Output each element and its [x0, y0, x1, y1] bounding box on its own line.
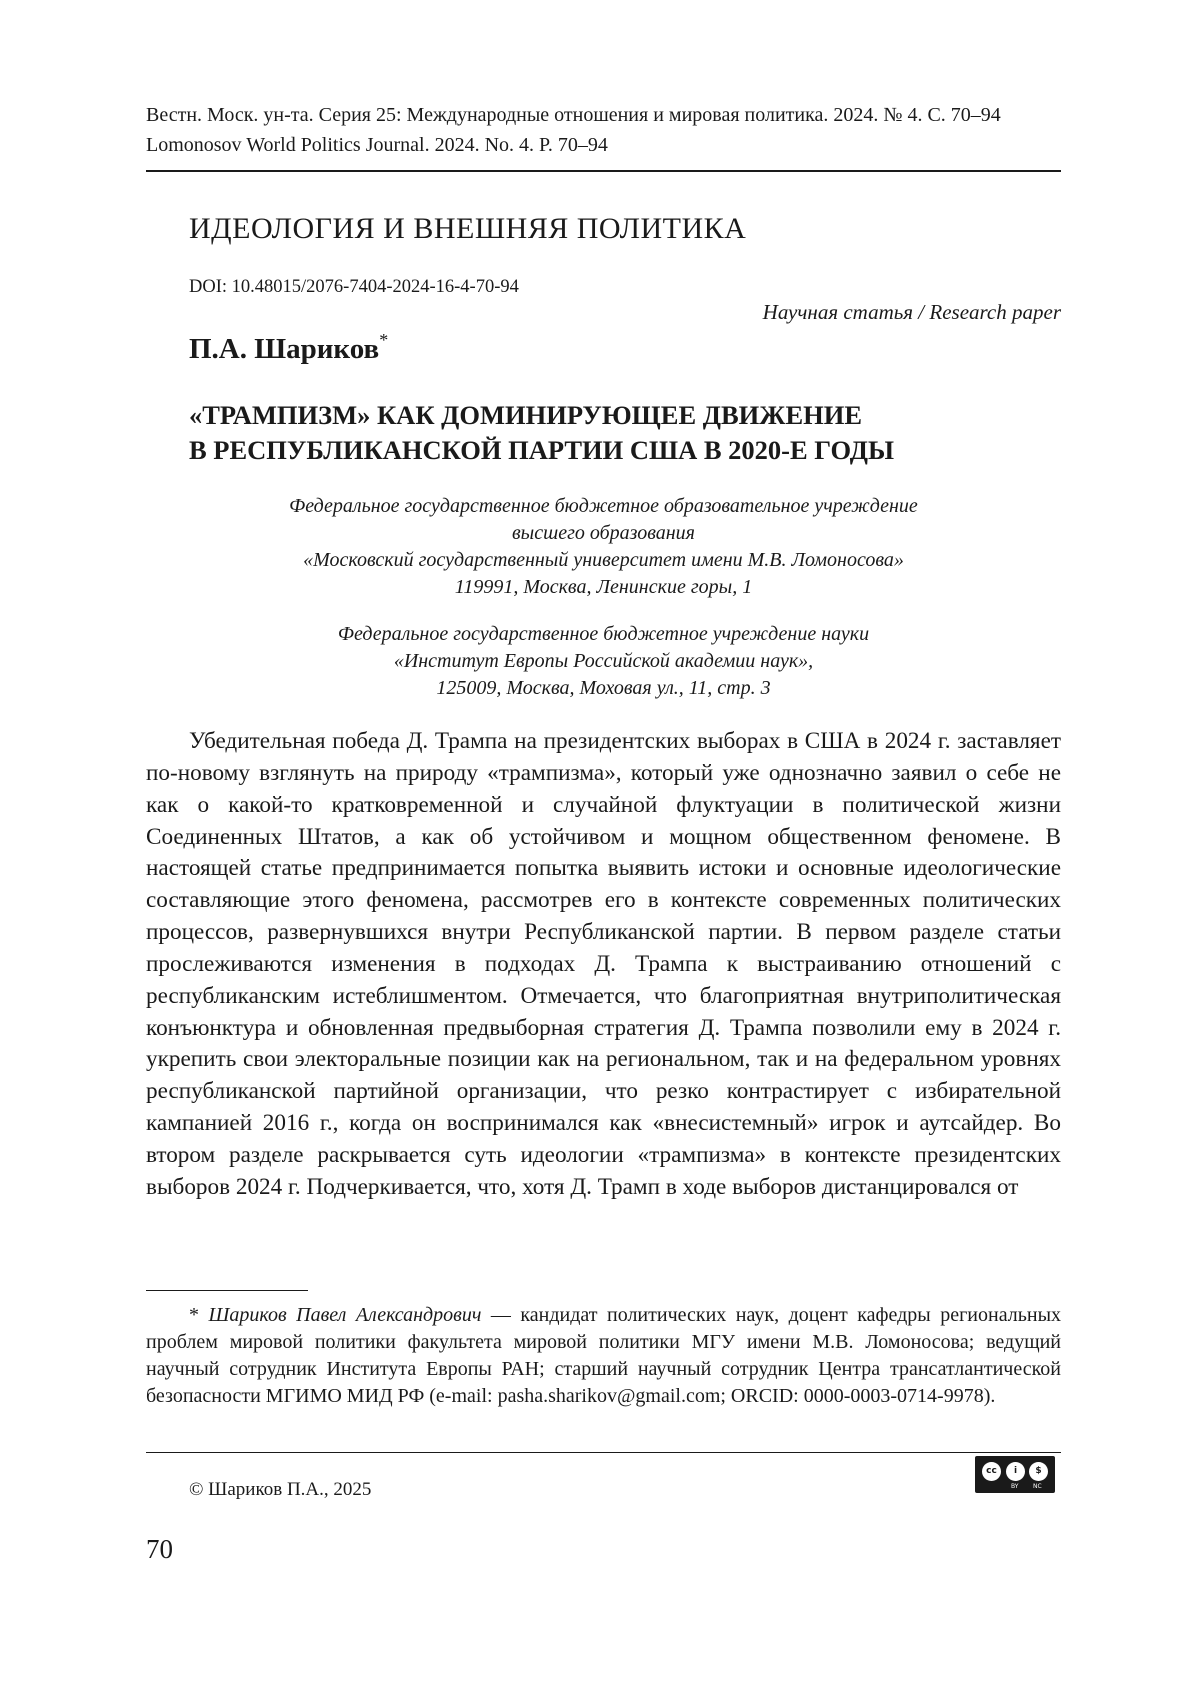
affiliation-msu	[146, 493, 1061, 601]
article-type: Научная статья / Research paper	[762, 300, 1061, 324]
license-tag-nc: NC	[1033, 1483, 1042, 1490]
abstract-paragraph: Убедительная победа Д. Трампа на президентских выборах в США в 2024 г. заставляет по-новому взглянуть на природу «трампизма», который уже однозначно заявил о себе не как о какой-то кратковременной и случайной флуктуации в политической жизни Соединенных Штатов, а как об устойчивом и мощном общественном феномене. В настоящей статье предпринимается попытка выявить истоки и основные идеологические составляющие этого феномена, рассмотрев его в контексте современных политических процессов, развернувшихся внутри Республиканской партии. В первом разделе статьи прослеживаются изменения в подходах Д. Трампа к выстраиванию отношений с республиканским истеблишментом. Отмечается, что благоприятная внутриполитическая конъюнктура и обновленная предвыборная стратегия Д. Трампа позволили ему в 2024 г. укрепить свои электоральные позиции как на региональном, так и на федеральном уровнях республиканской партийной организации, что резко контрастирует с избирательной кампанией 2016 г., когда он воспринимался как «внесистемный» игрок и аутсайдер. Во втором разделе раскрывается суть идеологии «трампизма» в контексте президентских выборов 2024 г. Подчеркивается, что, хотя Д. Трамп в ходе выборов дистанцировался от	[146, 728, 1061, 1200]
doi: DOI: 10.48015/2076-7404-2024-16-4-70-94	[189, 277, 519, 297]
attribution-icon: i	[1006, 1462, 1025, 1481]
author-line	[189, 330, 388, 366]
affiliation-line: 125009, Москва, Моховая ул., 11, стр. 3	[436, 677, 771, 699]
affiliation-line: высшего образования	[512, 522, 695, 544]
affiliation-line: «Институт Европы Российской академии наук»,	[393, 650, 814, 672]
cc-symbol: cc	[982, 1462, 1001, 1481]
affiliation-line: «Московский государственный университет имени М.В. Ломоносова»	[303, 549, 904, 571]
copyright-rule	[146, 1452, 1061, 1453]
section-rubric: ИДЕОЛОГИЯ И ВНЕШНЯЯ ПОЛИТИКА	[189, 212, 747, 245]
abstract	[146, 726, 1061, 1204]
footnote-marker: *	[189, 1304, 199, 1326]
license-tag-by: BY	[1011, 1483, 1019, 1490]
running-head-english: Lomonosov World Politics Journal. 2024. No. 4. P. 70–94	[146, 134, 608, 156]
running-head	[146, 100, 1061, 160]
affiliation-line: Федеральное государственное бюджетное учреждение науки	[337, 623, 870, 645]
footnote-rule	[146, 1290, 308, 1291]
header-rule	[146, 170, 1061, 172]
noncommercial-icon: $	[1029, 1462, 1048, 1481]
page-number: 70	[146, 1534, 173, 1564]
creative-commons-by-nc-icon	[975, 1456, 1055, 1493]
affiliation-institute-of-europe	[146, 621, 1061, 702]
copyright: © Шариков П.А., 2025	[189, 1479, 372, 1500]
footnote-author-name: Шариков Павел Александрович	[208, 1304, 482, 1326]
footnote-paragraph	[146, 1302, 1061, 1410]
running-head-russian: Вестн. Моск. ун-та. Серия 25: Международные отношения и мировая политика. 2024. № 4. С. 70–94	[146, 104, 1001, 126]
author-footnote-marker: *	[379, 330, 389, 350]
footnote-text: — кандидат политических наук, доцент кафедры региональных проблем мировой политики факультета мировой политики МГУ имени М.В. Ломоносова; ведущий научный сотрудник Института Европы РАН; старший научный сотрудник Центра трансатлантической безопасности МГИМО МИД РФ (e-mail: pasha.sharikov@gmail.com; ORCID: 0000-0003-0714-9978).	[146, 1304, 1062, 1407]
article-title	[189, 398, 894, 468]
article-title-line: «ТРАМПИЗМ» КАК ДОМИНИРУЮЩЕЕ ДВИЖЕНИЕ	[189, 400, 863, 430]
article-title-line: В РЕСПУБЛИКАНСКОЙ ПАРТИИ США В 2020-Е ГОДЫ	[189, 435, 895, 465]
author-footnote	[146, 1302, 1061, 1410]
affiliation-line: 119991, Москва, Ленинские горы, 1	[454, 576, 753, 598]
author-name: П.А. Шариков	[189, 333, 380, 365]
affiliation-line: Федеральное государственное бюджетное образовательное учреждение	[289, 495, 918, 517]
